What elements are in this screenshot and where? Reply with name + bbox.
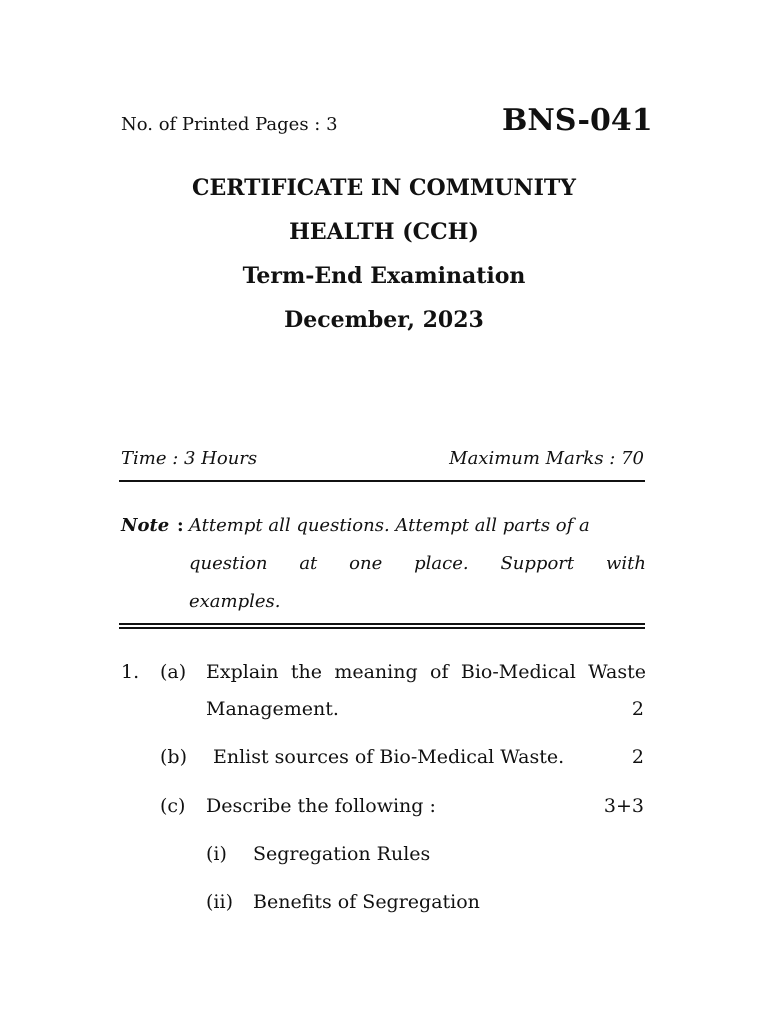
note-label: Note (121, 515, 170, 536)
maximum-marks: Maximum Marks : 70 (449, 448, 644, 469)
question-1a-text-line-2: Management. (206, 698, 339, 720)
note-line-1: Attempt all questions. Attempt all parts of a (189, 515, 590, 536)
exam-date: December, 2023 (284, 307, 484, 333)
course-code: BNS-041 (502, 103, 653, 138)
course-title-line-1: CERTIFICATE IN COMMUNITY (191, 175, 577, 201)
note-colon: : (177, 515, 184, 536)
question-word: Explain (206, 661, 279, 683)
question-1c-i-text: Segregation Rules (253, 843, 431, 865)
question-1c-text: Describe the following : (206, 795, 436, 817)
note-word: place. (414, 553, 469, 574)
question-word: the (290, 661, 322, 683)
exam-name: Term-End Examination (242, 263, 526, 289)
question-word: of (430, 661, 449, 683)
question-1c-ii-text: Benefits of Segregation (253, 891, 480, 913)
question-word: Bio-Medical (460, 661, 576, 683)
question-1b-text: Enlist sources of Bio-Medical Waste. (213, 746, 565, 768)
note-line-2 (189, 545, 646, 583)
note-word: at (299, 553, 318, 574)
question-1b-label: (b) (160, 746, 187, 768)
question-1c-ii-label: (ii) (206, 891, 233, 913)
note-word: Support (500, 553, 575, 574)
question-1b-marks: 2 (631, 746, 644, 768)
question-1-number: 1. (121, 661, 140, 683)
double-rule-bottom (119, 627, 645, 629)
note-word: one (349, 553, 383, 574)
exam-time: Time : 3 Hours (121, 448, 258, 469)
note-word: with (606, 553, 646, 574)
question-1c-marks: 3+3 (603, 795, 644, 817)
note-line-3: examples. (189, 591, 281, 612)
question-1a-label: (a) (160, 661, 187, 683)
question-1a-marks: 2 (631, 698, 644, 720)
note-word: question (189, 553, 268, 574)
printed-pages-count: No. of Printed Pages : 3 (121, 114, 338, 135)
question-1c-i-label: (i) (206, 843, 227, 865)
question-1a-text-line-1 (206, 661, 646, 683)
question-1c-label: (c) (160, 795, 186, 817)
question-word: meaning (334, 661, 418, 683)
course-title-line-2: HEALTH (CCH) (289, 219, 479, 245)
question-word: Waste (588, 661, 646, 683)
double-rule-top (119, 623, 645, 625)
divider-rule (119, 480, 645, 482)
